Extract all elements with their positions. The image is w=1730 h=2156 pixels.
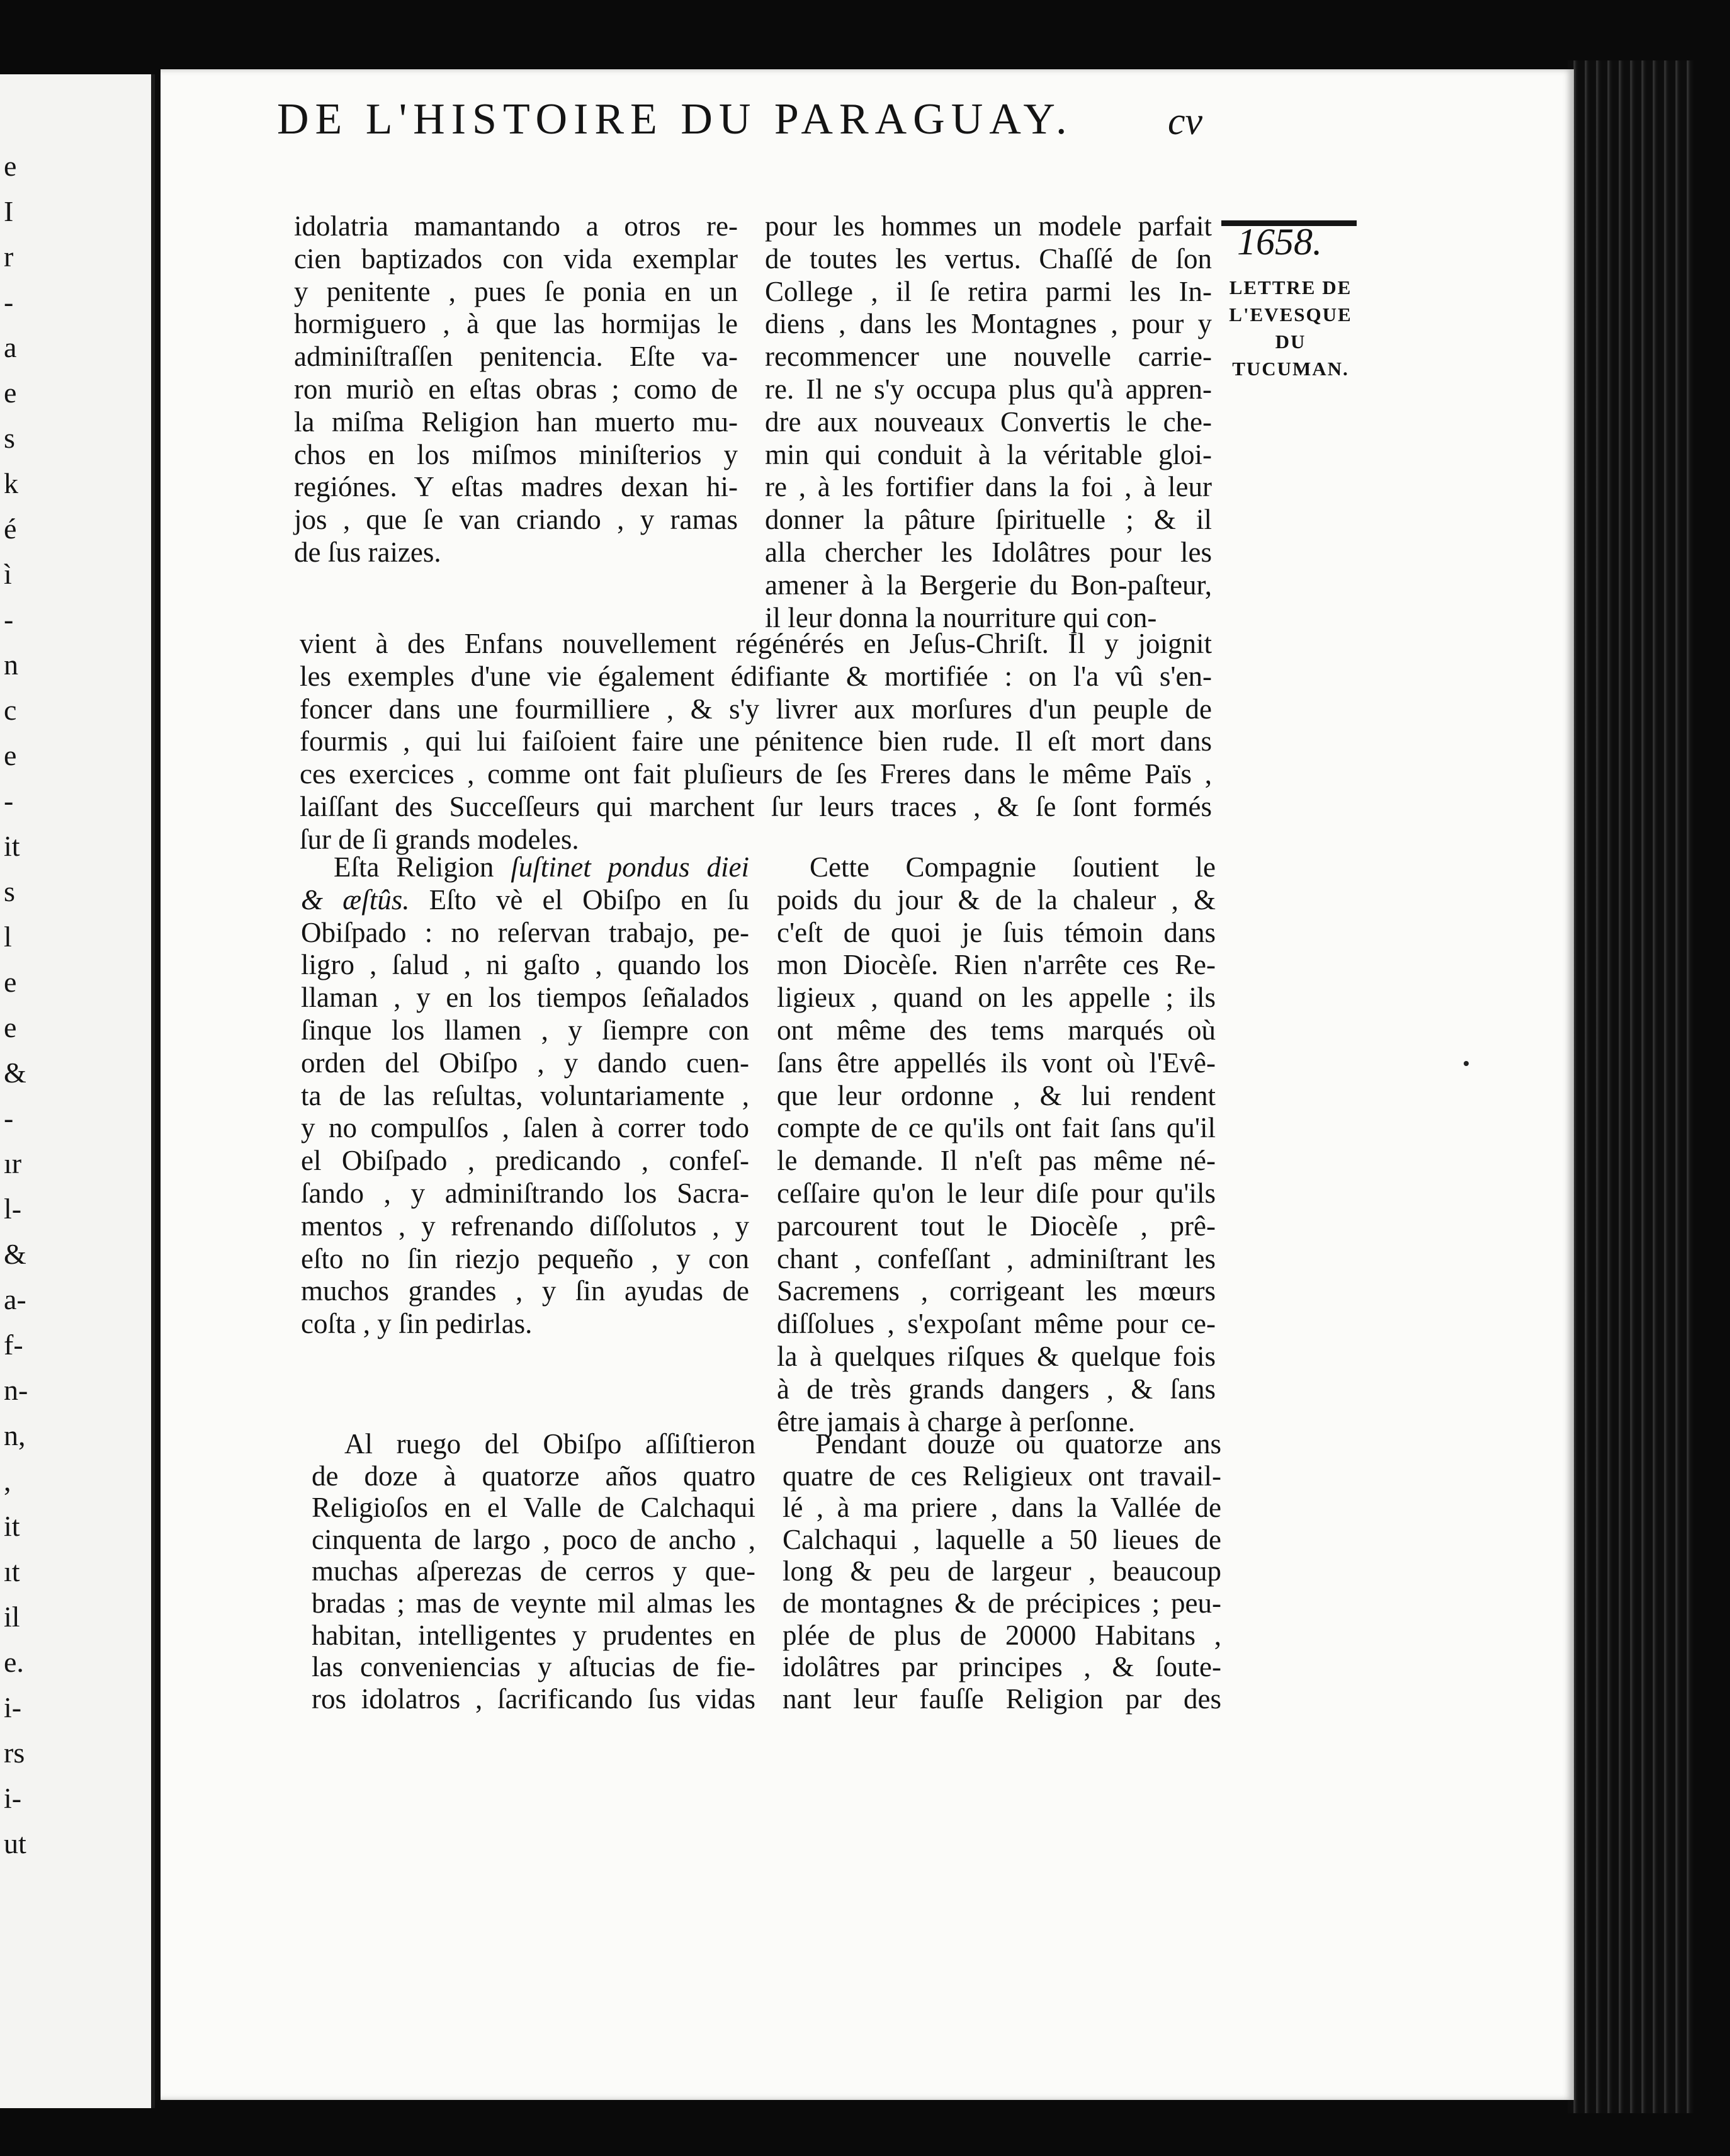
text-line: laiſſant des Succeſſeurs qui marchent ſur leurs traces , & ſe ſont formés: [300, 790, 1212, 822]
page-block-edge: [1568, 60, 1693, 2113]
margin-note-line: LETTRE DE: [1229, 276, 1352, 298]
text-line: de ſus raizes.: [294, 536, 441, 568]
text-line: bradas ; mas de veynte mil almas les: [312, 1587, 755, 1619]
edge-fragment: ,: [4, 1465, 11, 1497]
page-number: cv: [1168, 100, 1203, 143]
text-line: Obiſpado : no reſervan trabajo, pe-: [301, 916, 749, 948]
text-line: les exemples d'une vie également édifiante & mortifiée : on l'a vû s'en-: [300, 660, 1212, 692]
edge-fragment: i-: [4, 1691, 22, 1723]
text-line: eſto no ſin riezjo pequeño , y con: [301, 1242, 749, 1274]
latin-quote: & æſtûs.: [301, 883, 410, 916]
edge-fragment: e: [4, 150, 17, 182]
text-line: la miſma Religion han muerto mu-: [294, 406, 738, 438]
text-line: diſſolues , s'expoſant même pour ce-: [777, 1308, 1216, 1340]
edge-fragment: rs: [4, 1737, 25, 1769]
text-line: de toutes les vertus. Chaſſé de ſon: [765, 242, 1212, 275]
text-line: hormiguero , à que las hormijas le: [294, 308, 738, 340]
text-line: muchos grandes , y ſin ayudas de: [301, 1275, 749, 1307]
text-line: min qui conduit à la véritable gloi-: [765, 438, 1212, 470]
text-line: amener à la Bergerie du Bon-paſteur,: [765, 569, 1212, 601]
edge-fragment: l: [4, 921, 12, 953]
text-line: le demande. Il n'eſt pas même né-: [777, 1145, 1216, 1177]
text-line: College , il ſe retira parmi les In-: [765, 275, 1212, 307]
edge-fragment: a: [4, 331, 17, 363]
edge-fragment: s: [4, 422, 15, 454]
text-line: fourmis , qui lui faiſoient faire une pénitence bien rude. Il eſt mort dans: [300, 725, 1212, 757]
edge-fragment: n,: [4, 1419, 26, 1451]
text-line: habitan, intelligentes y prudentes en: [312, 1619, 755, 1651]
edge-fragment: i-: [4, 1782, 22, 1814]
edge-fragment: il: [4, 1601, 20, 1633]
text-line: mentos , y refrenando diſſolutos , y: [301, 1210, 749, 1242]
edge-fragment: &: [4, 1057, 26, 1089]
text-line: & æſtûs. Eſto vè el Obiſpo en ſu: [301, 883, 749, 916]
french-column-top: [765, 210, 1212, 634]
text-line: nant leur fauſſe Religion par des: [783, 1682, 1221, 1715]
text-line: ros idolatros , ſacrificando ſus vidas: [312, 1682, 755, 1715]
edge-fragment: -: [4, 1102, 14, 1134]
edge-fragment: e.: [4, 1646, 24, 1678]
edge-fragment: it: [4, 1510, 20, 1542]
edge-fragment: ır: [4, 1147, 22, 1179]
edge-fragment: l-: [4, 1193, 22, 1225]
text-line: llaman , y en los tiempos ſeñalados: [301, 982, 749, 1014]
text-line: ont même des tems marqués où: [777, 1014, 1216, 1046]
spanish-middle-lines: [301, 917, 749, 1341]
edge-fragment: e: [4, 377, 17, 409]
text-line: ligieux , quand on les appelle ; ils: [777, 982, 1216, 1014]
edge-fragment: e: [4, 1011, 17, 1043]
text-line: ces exercices , comme ont fait pluſieurs de ſes Freres dans le même Païs ,: [300, 758, 1212, 790]
spanish-column-top: [294, 210, 738, 569]
text-line: chos en los miſmos miniſterios y: [294, 438, 738, 470]
text-line: poids du jour & de la chaleur , &: [777, 883, 1216, 916]
edge-fragment: it: [4, 830, 20, 862]
margin-note-line: TUCUMAN.: [1232, 358, 1349, 380]
text-line: las conveniencias y aſtucias de fie-: [312, 1651, 755, 1683]
text-line: adminiſtraſſen penitencia. Eſte va-: [294, 341, 738, 373]
ink-speck: [1464, 1061, 1469, 1066]
spanish-column-bottom: [312, 1428, 755, 1715]
edge-fragment: f-: [4, 1329, 23, 1361]
text-line: à de très grands dangers , & ſans: [777, 1373, 1216, 1405]
text-line: idolâtres par principes , & ſoute-: [783, 1651, 1221, 1683]
text-line: ſando , y adminiſtrando los Sacra-: [301, 1177, 749, 1209]
text-line: long & peu de largeur , beaucoup: [783, 1555, 1221, 1587]
text-line: de montagnes & de précipices ; peu-: [783, 1587, 1221, 1619]
text-line: alla chercher les Idolâtres pour les: [765, 536, 1212, 568]
text-line: muchas aſperezas de cerros y que-: [312, 1555, 755, 1587]
text-line: quatre de ces Religieux ont travail-: [783, 1460, 1221, 1492]
text-line: ta de las reſultas, voluntariamente ,: [301, 1079, 749, 1111]
edge-fragment: &: [4, 1238, 26, 1270]
edge-fragment: ıt: [4, 1555, 20, 1587]
edge-fragment: e: [4, 739, 17, 771]
text-line: de doze à quatorze años quatro: [312, 1460, 755, 1492]
text-line: re. Il ne s'y occupa plus qu'à appren-: [765, 373, 1212, 405]
text-line: coſta , y ſin pedirlas.: [301, 1308, 533, 1340]
text-line: idolatria mamantando a otros re-: [294, 210, 738, 242]
edge-fragment: ut: [4, 1827, 26, 1859]
text-line: Al ruego del Obiſpo aſſiſtieron: [344, 1428, 755, 1460]
french-column-bottom: [783, 1428, 1221, 1715]
edge-fragment: k: [4, 467, 18, 499]
margin-note-line: L'EVESQUE DU: [1229, 304, 1352, 353]
text-line: Sacremens , corrigeant les mœurs: [777, 1275, 1216, 1307]
margin-year: 1658.: [1237, 221, 1322, 263]
text-line: dre aux nouveaux Convertis le che-: [765, 406, 1212, 438]
edge-fragment: c: [4, 694, 17, 726]
text-line: diens , dans les Montagnes , pour y: [765, 308, 1212, 340]
text-line: compte de ce qu'ils ont fait ſans qu'il: [777, 1112, 1216, 1144]
edge-fragment: s: [4, 875, 15, 907]
text-line: parcourent tout le Diocèſe , prê-: [777, 1210, 1216, 1242]
text-line: ceſſaire qu'on le leur diſe pour qu'ils: [777, 1177, 1216, 1209]
edge-fragment: -: [4, 603, 14, 635]
edge-fragment: -: [4, 286, 14, 318]
edge-fragment: é: [4, 513, 17, 545]
edge-fragment: n: [4, 649, 18, 681]
edge-fragment: e: [4, 966, 17, 998]
text-line: y no compulſos , ſalen à correr todo: [301, 1112, 749, 1144]
text-line: chant , confeſſant , adminiſtrant les: [777, 1242, 1216, 1274]
text-line: pour les hommes un modele parfait: [765, 210, 1212, 242]
text-line: c'eſt de quoi je ſuis témoin dans: [777, 916, 1216, 948]
text-line: ſans être appellés ils vont où l'Evê-: [777, 1047, 1216, 1079]
text-line: orden del Obiſpo , y dando cuen-: [301, 1047, 749, 1079]
text-line: vient à des Enfans nouvellement régénérés en Jeſus-Chriſt. Il y joignit: [300, 628, 1212, 659]
margin-note: [1215, 274, 1366, 382]
spanish-column-middle: [301, 851, 749, 1341]
left-page-text-fragments: [0, 150, 44, 1859]
text-line: y penitente , pues ſe ponia en un: [294, 275, 738, 307]
text-line: Eſta Religion ſuſtinet pondus diei: [334, 851, 749, 883]
edge-fragment: -: [4, 785, 14, 817]
text-line: Religioſos en el Valle de Calchaqui: [312, 1492, 755, 1524]
edge-fragment: r: [4, 241, 14, 273]
text-line: ligro , ſalud , ni gaſto , quando los: [301, 949, 749, 981]
text-line: lé , à ma priere , dans la Vallée de: [783, 1492, 1221, 1524]
edge-fragment: a-: [4, 1283, 26, 1315]
text-line: la à quelques riſques & quelque fois: [777, 1340, 1216, 1372]
text-line: que leur ordonne , & lui rendent: [777, 1079, 1216, 1111]
french-wide-paragraph: [300, 628, 1212, 856]
left-facing-page-edge: [0, 74, 155, 2108]
text-line: ſinque los llamen , y ſiempre con: [301, 1014, 749, 1046]
text-line: cinquenta de largo , poco de ancho ,: [312, 1523, 755, 1555]
running-header: DE L'HISTOIRE DU PARAGUAY.: [277, 95, 1073, 144]
text-line: être jamais à charge à perſonne.: [777, 1405, 1135, 1438]
text-line: ron muriò en eſtas obras ; como de: [294, 373, 738, 405]
text-line: foncer dans une fourmilliere , & s'y livrer aux morſures d'un peuple de: [300, 693, 1212, 725]
french-column-middle: [777, 851, 1216, 1438]
latin-quote: ſuſtinet pondus diei: [511, 851, 749, 883]
text-line: ſur de ſi grands modeles.: [300, 823, 579, 855]
text-line: regiónes. Y eſtas madres dexan hi-: [294, 471, 738, 503]
text-line: jos , que ſe van criando , y ramas: [294, 504, 738, 536]
text-line: recommencer une nouvelle carrie-: [765, 341, 1212, 373]
edge-fragment: I: [4, 195, 14, 227]
edge-fragment: ì: [4, 558, 12, 590]
edge-fragment: n-: [4, 1374, 28, 1406]
text-line: donner la pâture ſpirituelle ; & il: [765, 504, 1212, 536]
text-line: Cette Compagnie ſoutient le: [810, 851, 1216, 883]
text-line: re , à les fortifier dans la foi , à leur: [765, 471, 1212, 503]
text-line: mon Diocèſe. Rien n'arrête ces Re-: [777, 949, 1216, 981]
text-line: el Obiſpado , predicando , confeſ-: [301, 1145, 749, 1177]
text-line: Pendant douze ou quatorze ans: [815, 1428, 1221, 1460]
text-line: plée de plus de 20000 Habitans ,: [783, 1619, 1221, 1651]
text-line: cien baptizados con vida exemplar: [294, 242, 738, 275]
text-line: Calchaqui , laquelle a 50 lieues de: [783, 1523, 1221, 1555]
text-line: il leur donna la nourriture qui con-: [765, 601, 1157, 633]
